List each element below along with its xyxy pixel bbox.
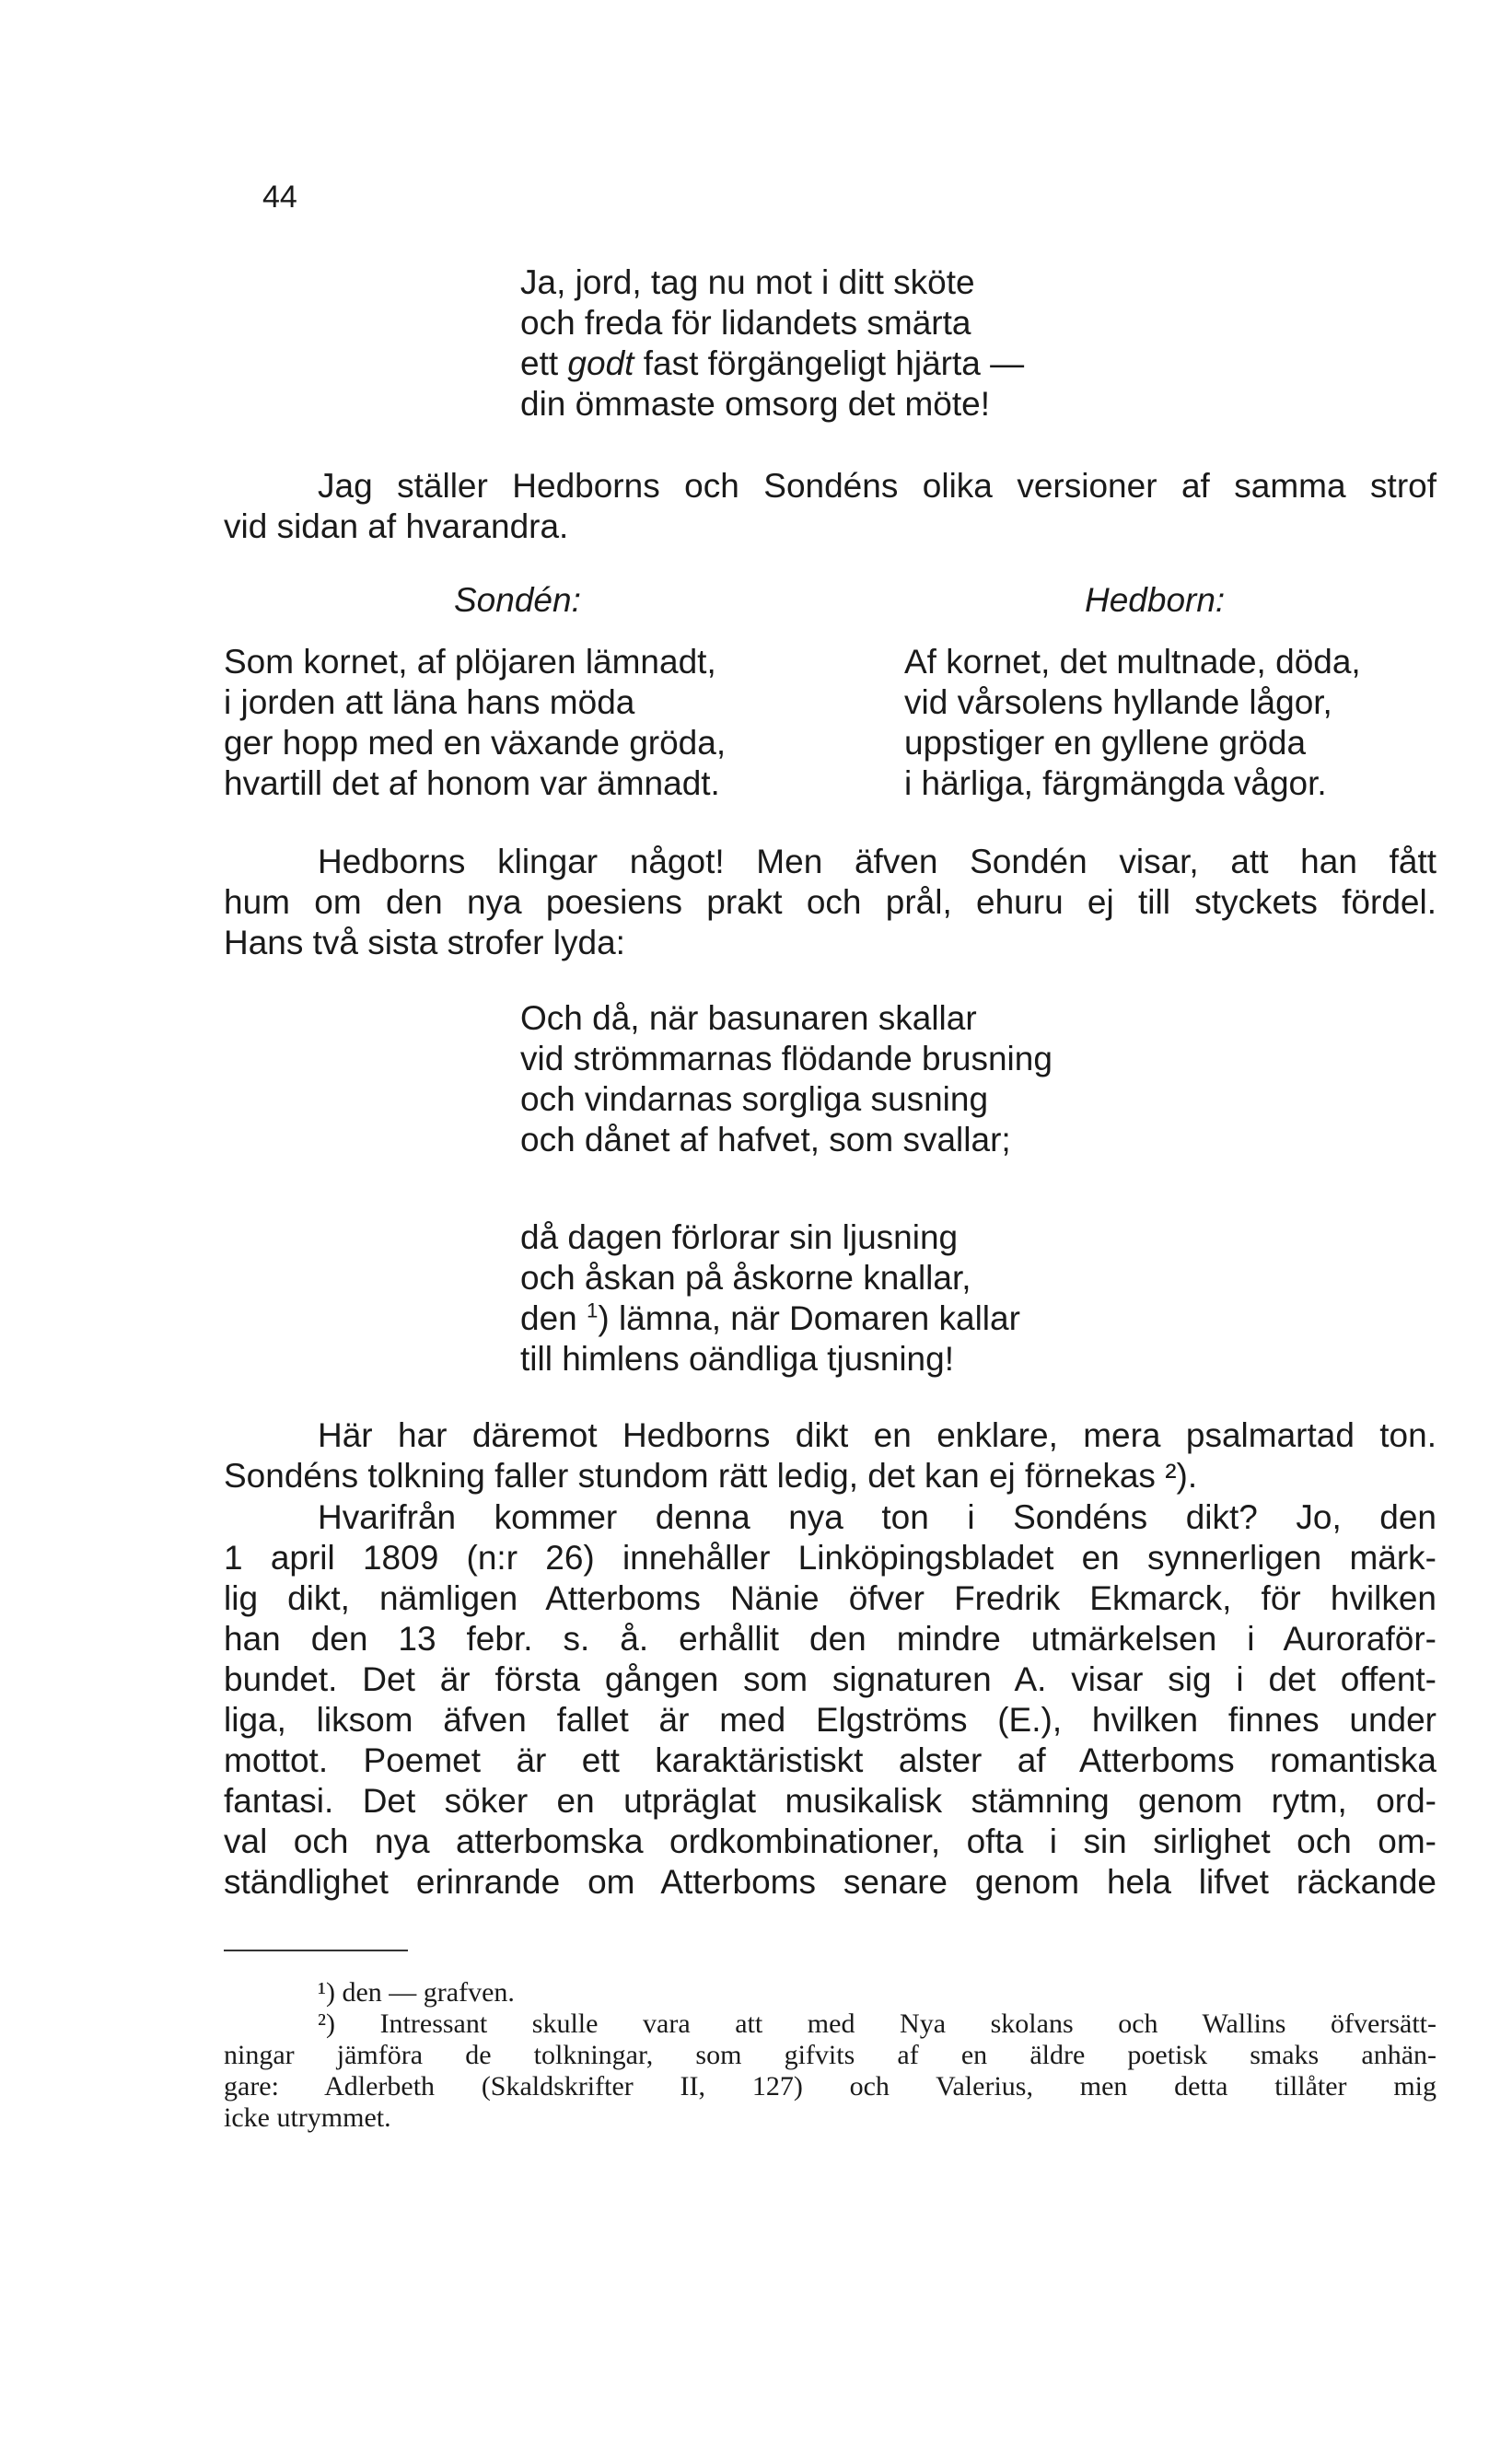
text-line: Hvarifrån kommer denna nya ton i Sondéns dikt? Jo, den	[318, 1498, 1436, 1536]
text-line: fantasi. Det söker en utpräglat musikalisk stämning genom rytm, ord-	[224, 1782, 1436, 1820]
emphasis: godt	[567, 344, 634, 382]
text-line: Här har däremot Hedborns dikt en enklare, mera psalmartad ton.	[318, 1416, 1436, 1454]
verse-line	[520, 1298, 1020, 1339]
text-run: den	[520, 1299, 587, 1337]
verse-line: och åskan på åskorne knallar,	[520, 1259, 971, 1297]
text-run: ) lämna, när Domaren kallar	[598, 1299, 1020, 1337]
text-run: ett	[520, 344, 568, 382]
text-line: mottot. Poemet är ett karaktäristiskt alster af Atterboms romantiska	[224, 1741, 1436, 1779]
text-line: Hedborns klingar något! Men äfven Sondén visar, att han fått	[318, 843, 1436, 880]
text-line: Hans två sista strofer lyda:	[224, 924, 625, 961]
verse-line: uppstiger en gyllene gröda	[904, 724, 1307, 762]
verse-line: och dånet af hafvet, som svallar;	[520, 1121, 1011, 1158]
verse-line: till himlens oändliga tjusning!	[520, 1340, 954, 1378]
verse-line: Och då, när basunaren skallar	[520, 999, 977, 1037]
verse-line: vid strömmarnas flödande brusning	[520, 1040, 1053, 1077]
verse-line: och vindarnas sorgliga susning	[520, 1080, 989, 1118]
column-heading: Sondén:	[454, 581, 581, 619]
verse-line: hvartill det af honom var ämnadt.	[224, 764, 720, 802]
verse-line: ger hopp med en växande gröda,	[224, 724, 727, 762]
text-line: Jag ställer Hedborns och Sondéns olika versioner af samma strof	[318, 467, 1436, 505]
text-line: ständlighet erinrande om Atterboms senare genom hela lifvet räckande	[224, 1863, 1436, 1901]
text-line: han den 13 febr. s. å. erhållit den mindre utmärkelsen i Auroraför-	[224, 1620, 1436, 1658]
footnote-line: icke utrymmet.	[224, 2102, 391, 2133]
text-run: fast förgängeligt hjärta —	[634, 344, 1025, 382]
verse-line: Som kornet, af plöjaren lämnadt,	[224, 643, 716, 681]
verse-line: och freda för lidandets smärta	[520, 304, 971, 342]
footnote-line: ningar jämföra de tolkningar, som gifvits af en äldre poetisk smaks anhän-	[224, 2040, 1436, 2070]
page-number: 44	[262, 180, 297, 215]
verse-line: vid vårsolens hyllande lågor,	[904, 683, 1332, 721]
verse-line	[520, 343, 1024, 384]
footnote-divider	[224, 1950, 408, 1951]
text-line: liga, liksom äfven fallet är med Elgströms (E.), hvilken finnes under	[224, 1701, 1436, 1739]
verse-line: då dagen förlorar sin ljusning	[520, 1218, 959, 1256]
footnote-line: ¹) den — grafven.	[318, 1977, 515, 2008]
verse-line: i jorden att läna hans möda	[224, 683, 635, 721]
text-line: Sondéns tolkning faller stundom rätt ledig, det kan ej förnekas ²).	[224, 1457, 1198, 1495]
text-line: hum om den nya poesiens prakt och prål, ehuru ej till styckets fördel.	[224, 883, 1436, 921]
verse-line: Ja, jord, tag nu mot i ditt sköte	[520, 263, 975, 301]
text-line: vid sidan af hvarandra.	[224, 507, 569, 545]
footnote-line: gare: Adlerbeth (Skaldskrifter II, 127) och Valerius, men detta tillåter mig	[224, 2071, 1436, 2102]
text-line: lig dikt, nämligen Atterboms Nänie öfver Fredrik Ekmarck, för hvilken	[224, 1579, 1436, 1617]
verse-line: din ömmaste omsorg det möte!	[520, 385, 990, 423]
verse-line: i härliga, färgmängda vågor.	[904, 764, 1327, 802]
footnote-marker: 1	[587, 1298, 599, 1322]
footnote-line: ²) Intressant skulle vara att med Nya skolans och Wallins öfversätt-	[318, 2008, 1436, 2039]
text-line: 1 april 1809 (n:r 26) innehåller Linköpingsbladet en synnerligen märk-	[224, 1539, 1436, 1577]
column-heading: Hedborn:	[1085, 581, 1226, 619]
text-line: val och nya atterbomska ordkombinationer, ofta i sin sirlighet och om-	[224, 1822, 1436, 1860]
verse-line: Af kornet, det multnade, döda,	[904, 643, 1361, 681]
text-line: bundet. Det är första gången som signaturen A. visar sig i det offent-	[224, 1660, 1436, 1698]
